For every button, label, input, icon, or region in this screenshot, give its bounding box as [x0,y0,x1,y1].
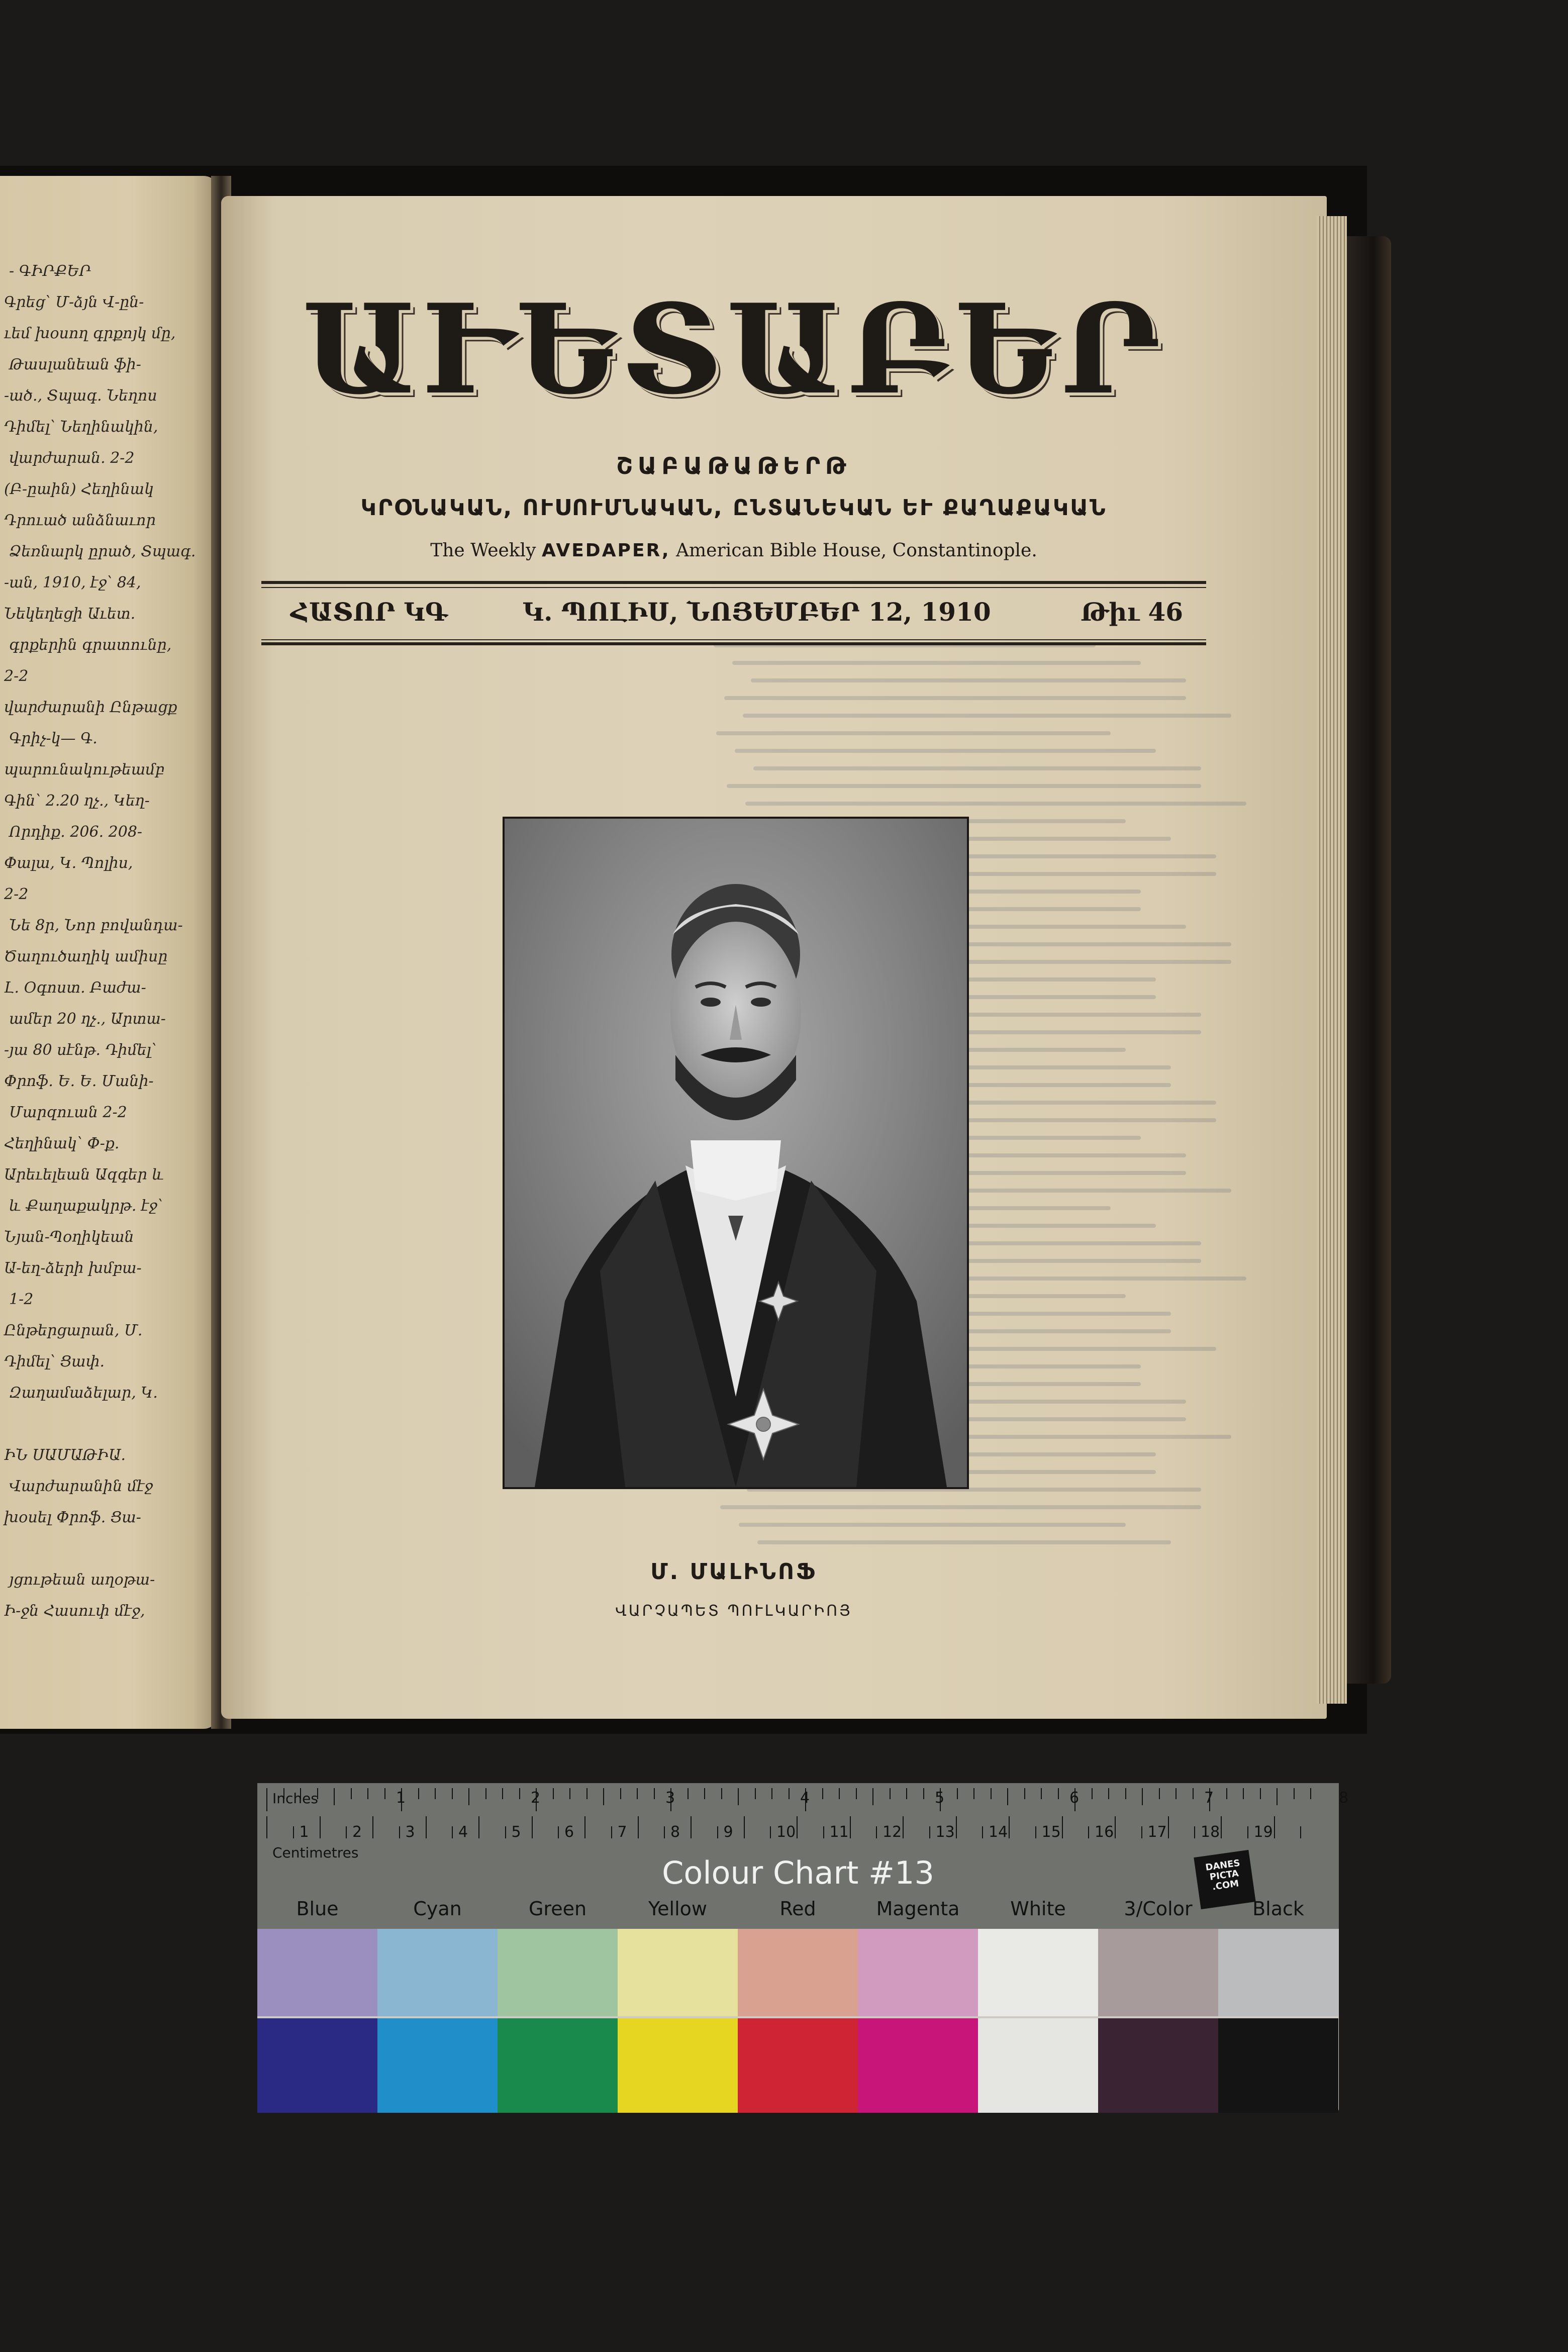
ruler-inch-tick [973,1788,974,1799]
left-page-line: 2-2 [4,667,29,685]
ruler-inch-tick [1007,1788,1008,1805]
ruler-inch-tick [351,1788,352,1799]
ruler-cm-number: 13 [935,1823,955,1841]
ruler-cm-number: 10 [776,1823,796,1841]
ruler-cm-number: 9 [723,1823,733,1841]
ruler-cm-number: 19 [1253,1823,1273,1841]
ruler-cm-tick [823,1826,824,1838]
ruler-cm-tick [1009,1816,1010,1838]
rule-top [261,581,1206,584]
left-page-line: ԻՆ ՍԱՄԱԹԻԱ. [4,1446,126,1464]
ruler-inch-tick [839,1788,840,1799]
ruler-cm-tick [1247,1826,1248,1838]
inches-label: Inches [272,1790,318,1807]
patch-light [618,1929,738,2016]
patch-label: Red [779,1898,816,1920]
ruler-cm-number: 5 [511,1823,521,1841]
ruler-inch-number: 3 [665,1789,675,1807]
ruler-cm-tick [1141,1826,1142,1838]
left-page-line: Զաղամաձելար, Կ. [9,1384,158,1402]
left-page-line: (Բ-ըաին) Հեղինակ [4,480,154,498]
ruler [262,1788,1349,1843]
patch-light [978,1929,1098,2016]
bleed-line [720,1505,1201,1509]
patch-light [257,1929,377,2016]
ruler-inch-tick [367,1788,368,1799]
ruler-cm-tick [982,1826,983,1838]
left-page-line: Գին՝ 2.20 ղչ., Կեղ- [4,792,150,810]
left-page-line: ամեր 20 ղչ., Արտա- [9,1010,166,1028]
ruler-inch-tick [688,1788,689,1799]
left-page-line: խօսել Փրոֆ. Ցա- [4,1509,141,1526]
bleed-line [724,696,1186,700]
patch-label: White [1010,1898,1066,1920]
bleed-line [732,661,1141,665]
ruler-cm-tick [1088,1826,1089,1838]
ruler-cm-number: 12 [883,1823,902,1841]
ruler-inch-tick [637,1788,638,1799]
ruler-inch-number: 4 [800,1789,810,1807]
left-page-line: վարժարանի Ընթացք [4,699,177,716]
patch-dark [618,2018,738,2113]
ruler-cm-tick [691,1816,692,1838]
ruler-cm-tick [903,1816,904,1838]
left-page-line: Ձեռնարկ ըրած, Տպագ. [9,543,196,560]
left-page-line: Լ. Օգոստ. Բաժա- [4,979,146,997]
ruler-cm-number: 16 [1095,1823,1114,1841]
left-page-line: գրքերին գրատունը, [9,636,172,654]
left-page-line: 1-2 [9,1291,34,1308]
ruler-inch-tick [704,1788,705,1799]
ruler-cm-tick [1035,1826,1036,1838]
left-page-line: Գրիչ-կ— Գ. [9,730,97,747]
patch-label: Cyan [413,1898,462,1920]
left-page-line: Որդիք. 206. 208- [9,823,143,841]
left-page-line: Նե 8ր, Նոր բովանդա- [9,917,183,934]
ruler-inch-tick [771,1788,772,1799]
ruler-inch-tick [384,1788,385,1799]
ruler-inch-tick [654,1788,655,1799]
ruler-inch-tick [418,1788,419,1799]
ruler-inch-tick [890,1788,891,1799]
bleed-line [757,1540,1171,1544]
ruler-inch-number: 7 [1204,1789,1214,1807]
ruler-inch-number: 2 [531,1789,541,1807]
left-page-line: Ի-ջն Հասուփ մէջ, [4,1602,145,1620]
ruler-inch-tick [1260,1788,1261,1799]
ruler-inch-tick [1226,1788,1227,1799]
left-page-line [4,1414,225,1434]
english-name: AVEDAPER, [541,540,670,561]
patch-label: Yellow [648,1898,707,1920]
patch-light [498,1929,618,2016]
ruler-cm-tick [293,1826,294,1838]
ruler-cm-tick [664,1826,665,1838]
ruler-cm-tick [1274,1816,1275,1838]
ruler-cm-tick [505,1826,506,1838]
bleed-line [751,678,1186,682]
ruler-inch-tick [1243,1788,1244,1799]
dateline-issue: Թիւ 46 [1081,597,1184,627]
patch-dark [377,2018,498,2113]
ruler-cm-tick [850,1816,851,1838]
left-page-line: Փրոֆ. Ե. Ե. Մանի- [4,1072,154,1090]
dateline-volume: ՀԱՏՈՐ ԿԳ [290,597,448,627]
colour-chart [257,1783,1349,2113]
ruler-inch-tick [452,1788,453,1799]
ruler-cm-tick [532,1816,533,1838]
ruler-inch-tick [1125,1788,1126,1799]
ruler-cm-tick [929,1826,930,1838]
left-page-line [4,1539,225,1559]
ruler-inch-tick [957,1788,958,1799]
left-page-line: Գրեց՝ Մ-ձյն Վ-ըն- [4,293,144,311]
left-page-line: Նեկեղեցի Աւետ. [4,605,136,623]
left-page-line: -ան, 1910, էջ՝ 84, [4,574,141,592]
ruler-cm-tick [426,1816,427,1838]
ruler-cm-tick [1221,1816,1222,1838]
ruler-inch-tick [603,1788,604,1805]
left-page-line: և Քաղաքակրթ. էջ՝ [9,1197,163,1215]
ruler-inch-tick [266,1788,267,1811]
ruler-cm-number: 2 [352,1823,362,1841]
rule-top-thin [261,587,1206,588]
ruler-cm-number: 15 [1041,1823,1061,1841]
ruler-cm-tick [346,1826,347,1838]
masthead-subtitle: ՇԱԲԱԹԱԹԵՐԹ [616,452,851,479]
ruler-cm-number: 7 [617,1823,627,1841]
ruler-inch-tick [1175,1788,1177,1799]
ruler-inch-tick [502,1788,503,1799]
ruler-cm-number: 1 [299,1823,309,1841]
left-page-line: Ծաղուծաղիկ ամիսը [4,948,168,965]
bleed-line [753,766,1201,770]
ruler-cm-tick [1300,1826,1301,1838]
patch-label: Magenta [876,1898,960,1920]
ruler-inch-tick [856,1788,857,1799]
left-page [0,176,219,1729]
left-page-line: պարունակութեամբ [4,761,165,778]
patch-light [377,1929,498,2016]
ruler-cm-tick [797,1816,798,1838]
ruler-inch-tick [738,1788,739,1805]
patch-dark [498,2018,618,2113]
ruler-cm-number: 14 [989,1823,1008,1841]
masthead-topics: ԿՐՕՆԱԿԱՆ, ՈՒՍՈՒՄՆԱԿԱՆ, ԸՆՏԱՆԵԿԱՆ ԵՒ ՔԱՂԱՔԱԿԱՆ [360,495,1107,521]
ruler-inch-tick [435,1788,436,1799]
portrait-caption-name: Մ. ՄԱԼԻՆՈՖ [650,1559,817,1585]
bleed-line [727,784,1201,788]
left-page-line: վարժարան. 2-2 [9,449,135,467]
patch-dark [738,2018,858,2113]
ruler-inch-tick [586,1788,587,1799]
ruler-cm-tick [717,1826,718,1838]
ruler-cm-tick [452,1826,453,1838]
english-pre: The Weekly [430,540,536,561]
left-page-line: 2-2 [4,886,29,903]
portrait-photo [503,817,969,1489]
ruler-inch-tick [1024,1788,1025,1799]
patch-dark [978,2018,1098,2113]
ruler-cm-tick [1115,1816,1116,1838]
left-page-line: Վարժարանին մէջ [9,1478,153,1495]
ruler-inch-tick [822,1788,823,1799]
patch-label: Blue [296,1898,339,1920]
page-edges [1317,216,1347,1704]
left-page-line: -ած., Տպագ. Նեղոս [4,387,157,405]
ruler-inch-tick [519,1788,520,1799]
english-title-line [261,540,1206,561]
ruler-cm-tick [1168,1816,1169,1838]
ruler-inch-tick [1159,1788,1160,1799]
ruler-inch-tick [991,1788,992,1799]
left-page-line: Մարզուան 2-2 [9,1104,127,1121]
ruler-cm-tick [1194,1826,1195,1838]
left-page-line: Դրուած անձնաւոր [4,512,156,529]
danes-picta-logo: DANES PICTA .COM [1194,1850,1255,1909]
centimetres-label: Centimetres [272,1844,359,1861]
dateline-place-date: Կ. ՊՈԼԻՍ, ՆՈՅԵՄԲԵՐ 12, 1910 [523,597,991,627]
chart-title: Colour Chart #13 [662,1854,934,1891]
ruler-cm-tick [478,1816,479,1838]
masthead-title: ԱՒԵՏԱԲԵՐ [302,277,1165,422]
ruler-inch-number: 1 [396,1789,406,1807]
ruler-cm-number: 18 [1201,1823,1220,1841]
left-page-line: Նյան-Պօղիկեան [4,1228,134,1246]
ruler-inch-tick [1058,1788,1059,1799]
patch-label: Green [528,1898,587,1920]
left-page-line: ւեմ խօսող գրքոյկ մը, [4,325,176,342]
ruler-inch-tick [468,1788,469,1805]
ruler-cm-number: 11 [829,1823,849,1841]
patch-dark [858,2018,978,2113]
ruler-cm-number: 4 [458,1823,468,1841]
ruler-inch-tick [1142,1788,1143,1805]
ruler-cm-tick [320,1816,321,1838]
left-page-line: Ա-եղ-ձերի խմբա- [4,1259,142,1277]
ruler-inch-tick [872,1788,873,1805]
ruler-cm-tick [399,1826,400,1838]
ruler-cm-tick [638,1816,639,1838]
ruler-cm-tick [876,1826,877,1838]
ruler-inch-tick [1108,1788,1109,1799]
left-page-line: Դիմել՝ Ցափ. [4,1353,105,1370]
ruler-cm-tick [266,1816,267,1838]
ruler-cm-number: 8 [670,1823,680,1841]
bleed-line [735,749,1156,753]
ruler-cm-number: 17 [1147,1823,1167,1841]
left-page-line: Թասլանեան ֆի- [9,356,141,373]
ruler-cm-tick [956,1816,957,1838]
patch-dark [1218,2018,1338,2113]
ruler-inch-tick [569,1788,570,1799]
ruler-cm-number: 3 [405,1823,415,1841]
ruler-inch-tick [1092,1788,1093,1799]
book-cover-edge [1347,236,1391,1684]
english-post: American Bible House, Constantinople. [676,540,1037,561]
bleed-line [743,714,1231,718]
left-page-line: Դիմել՝ Նեղինակին, [4,418,158,436]
left-page-line: Հեղինակ՝ Փ-ք. [4,1135,120,1152]
ruler-inch-tick [553,1788,554,1799]
ruler-inch-tick [906,1788,907,1799]
ruler-inch-tick [789,1788,790,1799]
bleed-line [739,1523,1126,1527]
bleed-line [745,802,1246,806]
ruler-inch-tick [1294,1788,1295,1799]
portrait-illustration [505,819,967,1487]
ruler-inch-number: 5 [935,1789,945,1807]
rule-bottom-thin [261,639,1206,640]
ruler-inch-tick [1310,1788,1311,1799]
patch-light [1098,1929,1218,2016]
ruler-cm-tick [558,1826,559,1838]
ruler-inch-tick [923,1788,924,1799]
ruler-cm-tick [372,1816,373,1838]
patch-light [858,1929,978,2016]
left-page-line: -յա 80 սէնթ. Դիմել՝ [4,1041,157,1059]
ruler-inch-tick [485,1788,486,1799]
rule-bottom [261,642,1206,645]
ruler-inch-tick [721,1788,722,1799]
ruler-cm-tick [1062,1816,1063,1838]
ruler-cm-tick [584,1816,585,1838]
ruler-inch-number: 8 [1339,1789,1349,1807]
ruler-cm-tick [611,1826,612,1838]
left-page-line: - ԳԻՐՔԵՐ [9,262,91,280]
bleed-line [716,731,1111,735]
left-page-line: յցութեան աղօթա- [9,1571,155,1589]
ruler-inch-number: 6 [1069,1789,1080,1807]
left-page-line: Փալա, Կ. Պոլիս, [4,854,133,872]
ruler-cm-tick [770,1826,771,1838]
left-page-line: Արեւելեան Ազգեր և [4,1166,164,1184]
ruler-cm-number: 6 [564,1823,574,1841]
patch-label: Black [1252,1898,1304,1920]
patch-light [1218,1929,1338,2016]
patch-light [738,1929,858,2016]
portrait-caption-title: ՎԱՐՉԱՊԵՏ ՊՈՒԼԿԱՐԻՈՅ [615,1602,852,1620]
ruler-inch-tick [1193,1788,1194,1799]
ruler-inch-tick [334,1788,335,1805]
ruler-inch-tick [755,1788,756,1799]
ruler-cm-tick [744,1816,745,1838]
ruler-inch-tick [1041,1788,1042,1799]
patch-dark [1098,2018,1218,2113]
patch-dark [257,2018,377,2113]
left-page-line: Ընթերցարան, Մ. [4,1322,143,1339]
ruler-inch-tick [1277,1788,1278,1805]
ruler-inch-tick [620,1788,621,1799]
patch-label: 3/Color [1124,1898,1193,1920]
